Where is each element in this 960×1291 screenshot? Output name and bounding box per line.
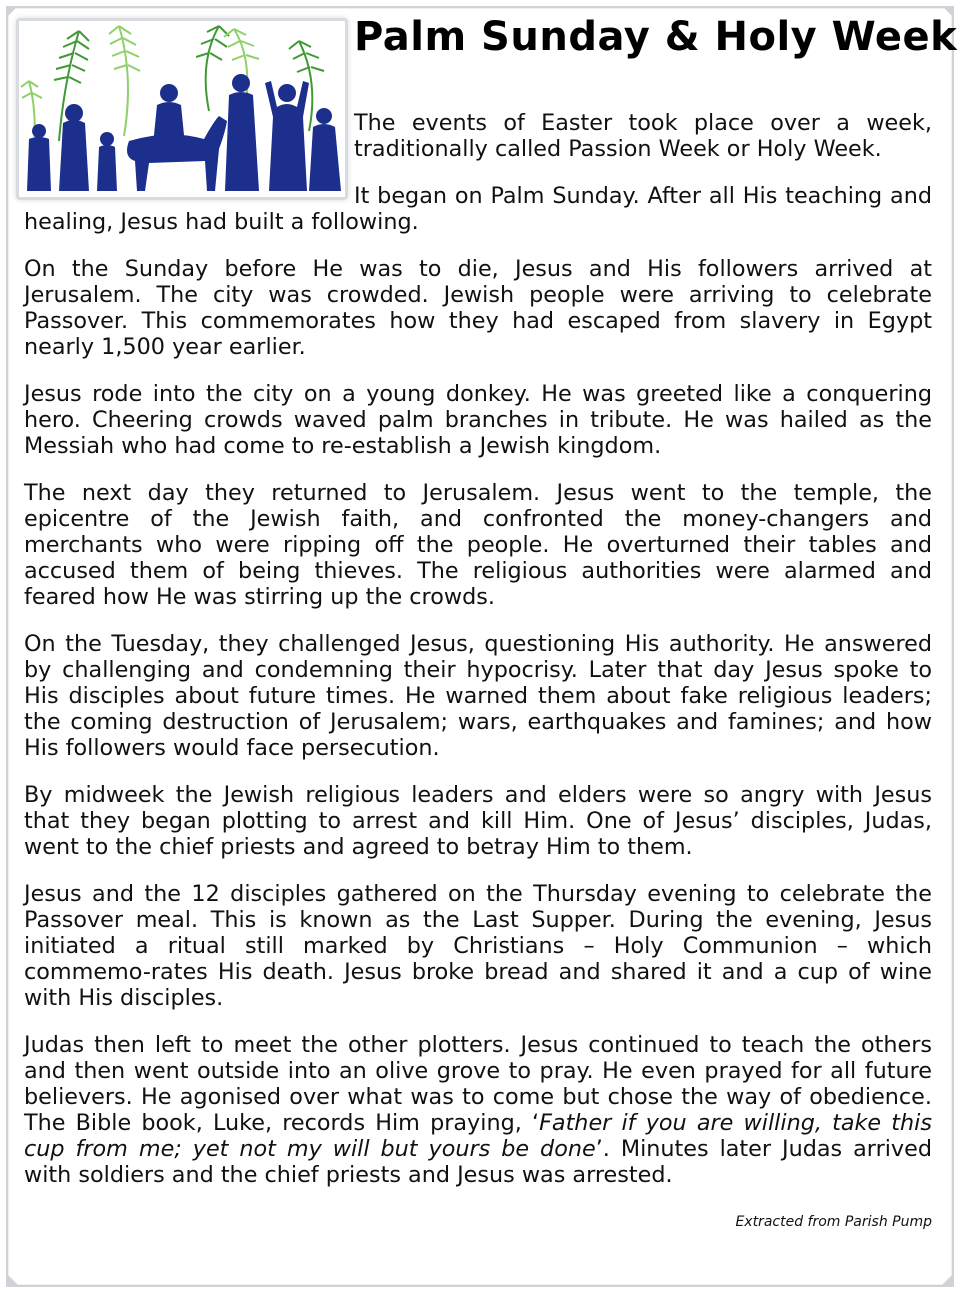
source-credit: Extracted from Parish Pump [735,1214,932,1230]
paragraph: The next day they returned to Jerusalem. Jesus went to the temple, the epicentre of the Jewish faith, and confronted the money-changers and merchants who were ripping off the people. He overturned their tables and accused them of being thieves. The religious authorities were alarmed and feared how He was stirring up the crowds. [24,480,932,610]
paragraph: Jesus and the 12 disciples gathered on the Thursday evening to celebrate the Passover meal. This is known as the Last Supper. During the evening, Jesus initiated a ritual still marked by Christians – Holy Communion – which commemo-rates His death. Jesus broke bread and shared it and a cup of wine with His disciples. [24,881,932,1011]
bible-quote: Father if you are willing, take this cup from me; yet not my will but yours be done [24,1110,932,1162]
article-body [24,110,932,1209]
corner-decoration [6,1273,18,1285]
illustration-spacer [24,110,354,192]
paragraph: On the Tuesday, they challenged Jesus, questioning His authority. He answered by challenging and condemning their hypocrisy. Later that day Jesus spoke to His disciples about future times. He warned them about fake religious leaders; the coming destruction of Jerusalem; wars, earthquakes and famines; and how His followers would face persecution. [24,631,932,761]
corner-decoration [6,6,18,18]
page-title: Palm Sunday & Holy Week [354,14,958,60]
paragraph-text: Judas then left to meet the other plotters. Jesus continued to teach the others and then went outside into an olive grove to pray. He even prayed for all future believers. He agonised over what was to come but chose the way of obedience. The Bible book, Luke, records Him praying, ‘ [24,1032,932,1136]
paragraph: On the Sunday before He was to die, Jesus and His followers arrived at Jerusalem. The city was crowded. Jewish people were arriving to celebrate Passover. This commemorates how they had escaped from slavery in Egypt nearly 1,500 year earlier. [24,256,932,360]
paragraph: Jesus rode into the city on a young donkey. He was greeted like a conquering hero. Cheering crowds waved palm branches in tribute. He was hailed as the Messiah who had come to re-establish a Jewish kingdom. [24,381,932,459]
paragraph-final [24,1032,932,1188]
paragraph: By midweek the Jewish religious leaders and elders were so angry with Jesus that they began plotting to arrest and kill Him. One of Jesus’ disciples, Judas, went to the chief priests and agreed to betray Him to them. [24,782,932,860]
paragraph-text: ’. Minutes later Judas arrived with soldiers and the chief priests and Jesus was arrested. [24,1136,932,1188]
corner-decoration [942,1273,954,1285]
paragraph: The events of Easter took place over a week, traditionally called Passion Week or Holy Week. [354,110,932,162]
paragraph: It began on Palm Sunday. After all His teaching and healing, Jesus had built a following. [24,183,932,235]
